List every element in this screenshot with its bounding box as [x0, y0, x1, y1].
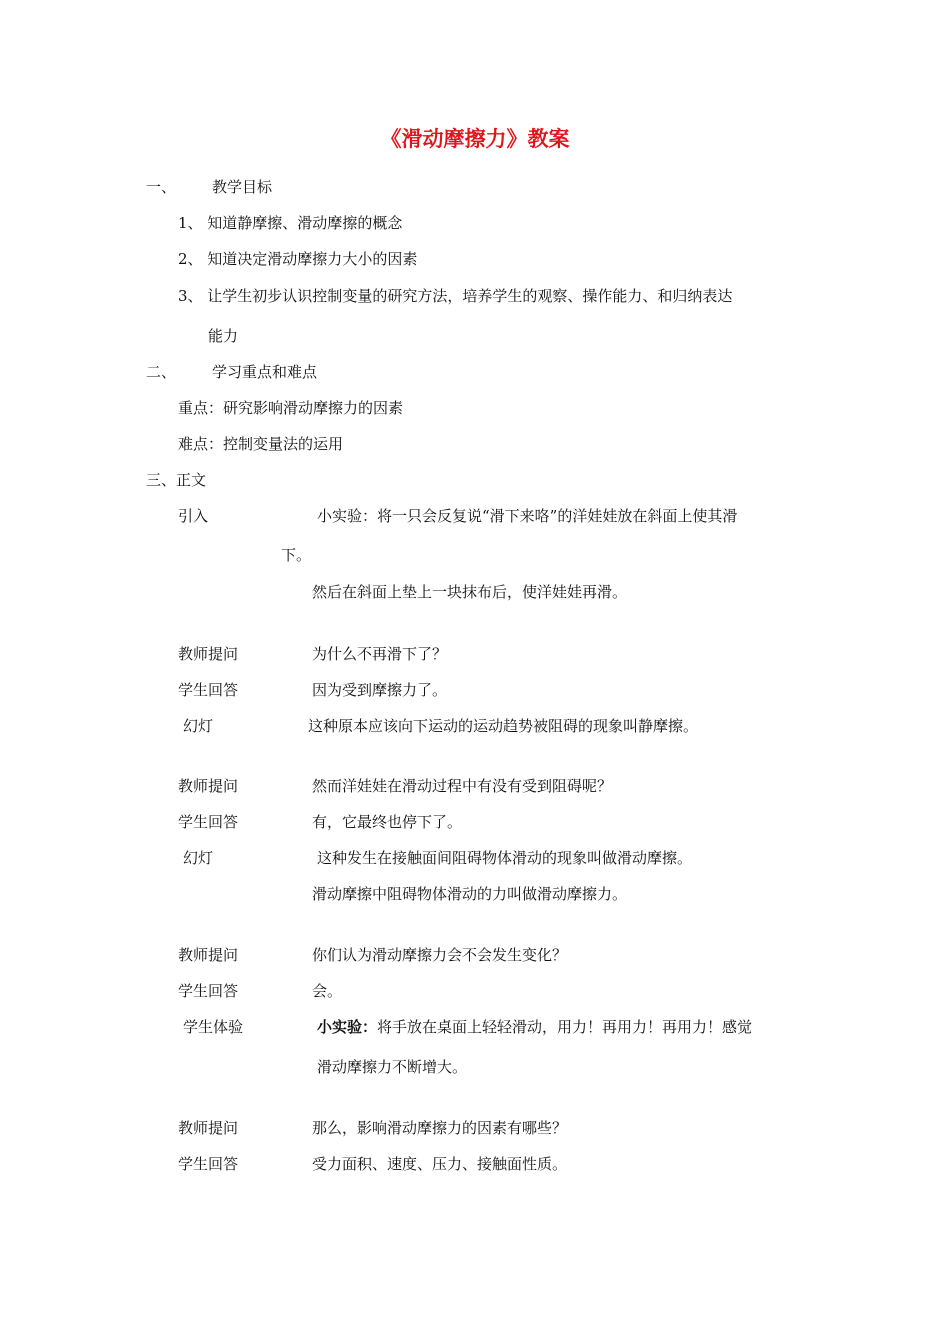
- dialog-text: 有，它最终也停下了。: [312, 813, 463, 831]
- objective-item: 3、 让学生初步认识控制变量的研究方法，培养学生的观察、操作能力、和归纳表达: [178, 287, 733, 305]
- dialog-text: 你们认为滑动摩擦力会不会发生变化？: [312, 946, 568, 964]
- dialog-text-continuation: 滑动摩擦力不断增大。: [317, 1058, 468, 1076]
- dialog-text: 受力面积、速度、压力、接触面性质。: [312, 1155, 568, 1173]
- dialog-label: 学生回答: [178, 681, 239, 699]
- page-title: 《滑动摩擦力》教案: [380, 126, 570, 151]
- dialog-label: 教师提问: [178, 1119, 239, 1137]
- section-1-heading: 教学目标: [212, 178, 273, 196]
- intro-label: 引入: [178, 507, 209, 525]
- dialog-text: 会。: [312, 982, 343, 1000]
- key-point: 重点：研究影响滑动摩擦力的因素: [178, 399, 404, 417]
- intro-text-continuation: 下。: [281, 546, 312, 564]
- dialog-text: 然而洋娃娃在滑动过程中有没有受到阻碍呢？: [312, 777, 613, 795]
- objective-item: 2、 知道决定滑动摩擦力大小的因素: [178, 250, 418, 268]
- intro-text-2: 然后在斜面上垫上一块抹布后，使洋娃娃再滑。: [312, 583, 628, 601]
- dialog-label: 教师提问: [178, 946, 239, 964]
- dialog-label: 教师提问: [178, 645, 239, 663]
- dialog-label: 幻灯: [183, 717, 214, 735]
- dialog-label: 学生回答: [178, 813, 239, 831]
- dialog-text: 这种发生在接触面间阻碍物体滑动的现象叫做滑动摩擦。: [317, 849, 693, 867]
- dialog-text: 那么，影响滑动摩擦力的因素有哪些？: [312, 1119, 568, 1137]
- section-3-heading: 三、正文: [146, 471, 207, 489]
- experiment-text: 将手放在桌面上轻轻滑动，用力！再用力！再用力！感觉: [377, 1018, 753, 1036]
- objective-item: 1、 知道静摩擦、滑动摩擦的概念: [178, 214, 403, 232]
- intro-text: 小实验：将一只会反复说“滑下来咯”的洋娃娃放在斜面上使其滑: [317, 507, 738, 525]
- dialog-text: 为什么不再滑下了？: [312, 645, 448, 663]
- section-2-number: 二、: [146, 363, 177, 381]
- difficult-point: 难点：控制变量法的运用: [178, 435, 344, 453]
- experiment-label: 小实验：: [317, 1018, 378, 1036]
- dialog-label: 幻灯: [183, 849, 214, 867]
- dialog-label: 学生回答: [178, 1155, 239, 1173]
- dialog-text: [317, 1017, 752, 1037]
- dialog-label: 学生体验: [183, 1018, 244, 1036]
- dialog-label: 学生回答: [178, 982, 239, 1000]
- objective-item-continuation: 能力: [208, 327, 239, 345]
- section-1-number: 一、: [146, 178, 177, 196]
- dialog-text-continuation: 滑动摩擦中阻碍物体滑动的力叫做滑动摩擦力。: [312, 885, 628, 903]
- dialog-text: 这种原本应该向下运动的运动趋势被阻碍的现象叫静摩擦。: [308, 717, 699, 735]
- section-2-heading: 学习重点和难点: [212, 363, 318, 381]
- dialog-text: 因为受到摩擦力了。: [312, 681, 448, 699]
- dialog-label: 教师提问: [178, 777, 239, 795]
